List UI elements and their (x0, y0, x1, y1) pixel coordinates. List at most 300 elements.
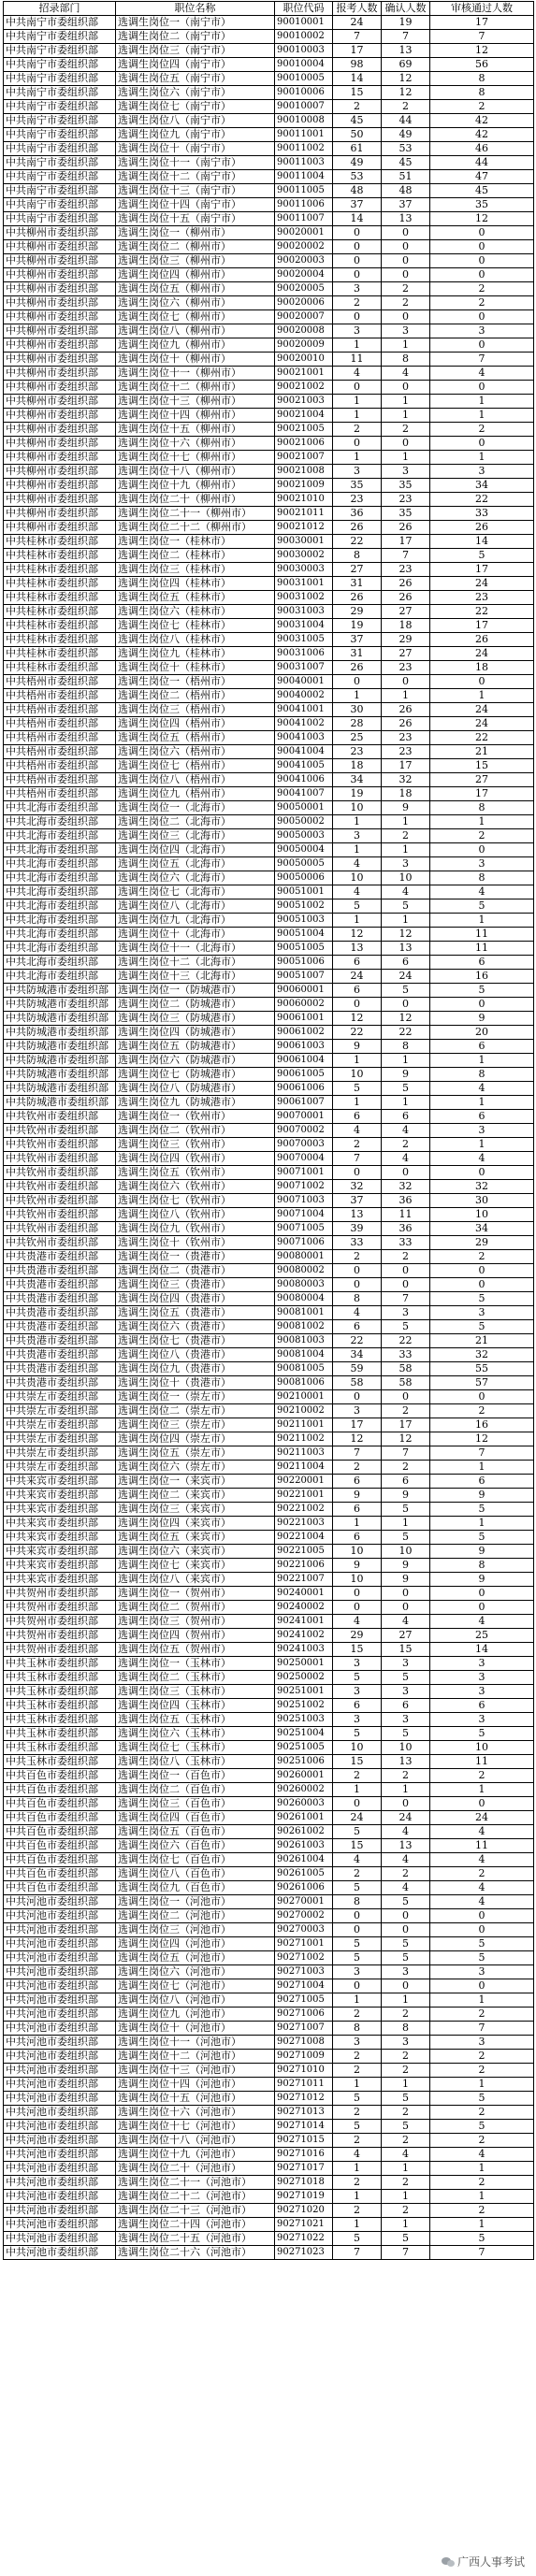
cell-approved: 1 (430, 409, 534, 423)
table-row (4, 493, 534, 507)
cell-approved: 20 (430, 1026, 534, 1040)
cell-position-name: 选调生岗位六（钦州市） (116, 1180, 275, 1194)
cell-department: 中共河池市委组织部 (4, 1993, 116, 2008)
cell-applicants: 14 (333, 72, 382, 86)
cell-position-code: 90260001 (275, 1769, 333, 1783)
cell-position-name: 选调生岗位五（桂林市） (116, 591, 275, 605)
cell-confirmed: 9 (382, 1573, 430, 1587)
cell-position-name: 选调生岗位三（河池市） (116, 1923, 275, 1937)
watermark-text: 广西人事考试 (456, 2555, 525, 2569)
cell-confirmed: 5 (382, 1320, 430, 1334)
table-row (4, 1909, 534, 1923)
cell-department: 中共来宾市委组织部 (4, 1475, 116, 1489)
table-row (4, 156, 534, 170)
cell-applicants: 0 (333, 437, 382, 451)
table-row (4, 1068, 534, 1082)
cell-position-code: 90051004 (275, 928, 333, 942)
cell-approved: 0 (430, 675, 534, 689)
cell-confirmed: 58 (382, 1362, 430, 1376)
cell-position-name: 选调生岗位六（玉林市） (116, 1727, 275, 1741)
cell-position-code: 90020003 (275, 254, 333, 268)
cell-department: 中共百色市委组织部 (4, 1825, 116, 1839)
cell-position-code: 90241001 (275, 1615, 333, 1629)
cell-confirmed: 12 (382, 928, 430, 942)
cell-department: 中共桂林市委组织部 (4, 647, 116, 661)
cell-confirmed: 36 (382, 1222, 430, 1236)
cell-confirmed: 2 (382, 2204, 430, 2218)
table-row (4, 30, 534, 44)
table-row (4, 1404, 534, 1418)
cell-department: 中共北海市委组织部 (4, 885, 116, 899)
cell-confirmed: 23 (382, 745, 430, 759)
cell-department: 中共贺州市委组织部 (4, 1587, 116, 1601)
cell-department: 中共贵港市委组织部 (4, 1264, 116, 1278)
cell-position-name: 选调生岗位八（钦州市） (116, 1208, 275, 1222)
cell-department: 中共防城港市委组织部 (4, 1096, 116, 1110)
cell-confirmed: 0 (382, 1909, 430, 1923)
cell-position-name: 选调生岗位四（钦州市） (116, 1152, 275, 1166)
cell-applicants: 7 (333, 30, 382, 44)
cell-position-code: 90071002 (275, 1180, 333, 1194)
cell-applicants: 1 (333, 395, 382, 409)
cell-approved: 5 (430, 984, 534, 998)
cell-position-code: 90050003 (275, 829, 333, 843)
cell-position-code: 90271019 (275, 2190, 333, 2204)
cell-confirmed: 26 (382, 717, 430, 731)
cell-position-name: 选调生岗位十五（南宁市） (116, 212, 275, 226)
cell-position-name: 选调生岗位六（来宾市） (116, 1545, 275, 1559)
cell-approved: 44 (430, 156, 534, 170)
cell-approved: 7 (430, 353, 534, 367)
cell-position-name: 选调生岗位八（百色市） (116, 1867, 275, 1881)
table-row (4, 2148, 534, 2162)
cell-position-code: 90221001 (275, 1489, 333, 1503)
cell-position-code: 90071006 (275, 1236, 333, 1250)
cell-position-code: 90021012 (275, 521, 333, 535)
cell-applicants: 3 (333, 282, 382, 296)
cell-applicants: 4 (333, 367, 382, 381)
table-row (4, 310, 534, 324)
cell-approved: 47 (430, 170, 534, 184)
cell-department: 中共河池市委组织部 (4, 1979, 116, 1993)
cell-applicants: 34 (333, 773, 382, 787)
table-row (4, 507, 534, 521)
cell-position-name: 选调生岗位二十五（河池市） (116, 2232, 275, 2246)
cell-approved: 24 (430, 703, 534, 717)
cell-applicants: 0 (333, 998, 382, 1012)
cell-position-name: 选调生岗位十六（河池市） (116, 2106, 275, 2120)
cell-approved: 0 (430, 843, 534, 857)
cell-department: 中共玉林市委组织部 (4, 1727, 116, 1741)
cell-position-name: 选调生岗位七（南宁市） (116, 100, 275, 114)
table-row (4, 1432, 534, 1446)
cell-position-name: 选调生岗位三（钦州市） (116, 1138, 275, 1152)
cell-applicants: 0 (333, 1166, 382, 1180)
cell-position-name: 选调生岗位十五（柳州市） (116, 423, 275, 437)
cell-applicants: 5 (333, 2092, 382, 2106)
cell-position-code: 90251003 (275, 1713, 333, 1727)
cell-approved: 4 (430, 367, 534, 381)
cell-confirmed: 0 (382, 1797, 430, 1811)
cell-position-code: 90081006 (275, 1376, 333, 1390)
cell-position-name: 选调生岗位二十（河池市） (116, 2162, 275, 2176)
cell-approved: 4 (430, 1853, 534, 1867)
cell-applicants: 15 (333, 1755, 382, 1769)
cell-approved: 0 (430, 268, 534, 282)
cell-confirmed: 0 (382, 437, 430, 451)
cell-confirmed: 2 (382, 2064, 430, 2078)
cell-approved: 7 (430, 2246, 534, 2260)
cell-position-name: 选调生岗位二（钦州市） (116, 1124, 275, 1138)
cell-department: 中共贵港市委组织部 (4, 1376, 116, 1390)
cell-applicants: 22 (333, 535, 382, 549)
cell-position-name: 选调生岗位八（柳州市） (116, 324, 275, 338)
table-row (4, 1727, 534, 1741)
cell-applicants: 37 (333, 198, 382, 212)
table-row (4, 1026, 534, 1040)
cell-position-code: 90041006 (275, 773, 333, 787)
cell-confirmed: 0 (382, 310, 430, 324)
table-row (4, 1110, 534, 1124)
table-body (4, 16, 534, 2260)
cell-position-name: 选调生岗位一（崇左市） (116, 1390, 275, 1404)
cell-position-name: 选调生岗位二（贺州市） (116, 1601, 275, 1615)
cell-confirmed: 2 (382, 282, 430, 296)
cell-confirmed: 7 (382, 1446, 430, 1461)
cell-position-code: 90020010 (275, 353, 333, 367)
cell-position-name: 选调生岗位一（贵港市） (116, 1250, 275, 1264)
table-row (4, 1096, 534, 1110)
cell-position-name: 选调生岗位六（百色市） (116, 1839, 275, 1853)
cell-department: 中共桂林市委组织部 (4, 563, 116, 577)
cell-department: 中共河池市委组织部 (4, 2022, 116, 2036)
cell-position-code: 90081003 (275, 1334, 333, 1348)
cell-confirmed: 3 (382, 324, 430, 338)
cell-approved: 14 (430, 535, 534, 549)
cell-department: 中共梧州市委组织部 (4, 689, 116, 703)
cell-department: 中共南宁市委组织部 (4, 86, 116, 100)
cell-department: 中共崇左市委组织部 (4, 1418, 116, 1432)
cell-applicants: 8 (333, 1895, 382, 1909)
cell-approved: 8 (430, 801, 534, 815)
cell-applicants: 22 (333, 1026, 382, 1040)
cell-position-code: 90250001 (275, 1657, 333, 1671)
cell-position-code: 90261006 (275, 1881, 333, 1895)
cell-position-code: 90041007 (275, 787, 333, 801)
cell-position-name: 选调生岗位八（北海市） (116, 899, 275, 914)
table-row (4, 44, 534, 58)
cell-department: 中共河池市委组织部 (4, 1895, 116, 1909)
cell-department: 中共北海市委组织部 (4, 829, 116, 843)
cell-applicants: 9 (333, 1489, 382, 1503)
table-row (4, 521, 534, 535)
cell-approved: 32 (430, 1348, 534, 1362)
cell-department: 中共玉林市委组织部 (4, 1685, 116, 1699)
cell-position-name: 选调生岗位六（崇左市） (116, 1461, 275, 1475)
cell-approved: 32 (430, 1180, 534, 1194)
cell-approved: 9 (430, 1573, 534, 1587)
table-row (4, 100, 534, 114)
cell-department: 中共柳州市委组织部 (4, 437, 116, 451)
cell-department: 中共贵港市委组织部 (4, 1334, 116, 1348)
cell-approved: 27 (430, 773, 534, 787)
cell-applicants: 7 (333, 1152, 382, 1166)
cell-applicants: 0 (333, 1923, 382, 1937)
cell-position-code: 90061004 (275, 1054, 333, 1068)
cell-confirmed: 1 (382, 338, 430, 353)
cell-position-code: 90271013 (275, 2106, 333, 2120)
cell-department: 中共崇左市委组织部 (4, 1390, 116, 1404)
cell-department: 中共柳州市委组织部 (4, 310, 116, 324)
cell-department: 中共河池市委组织部 (4, 1937, 116, 1951)
cell-position-name: 选调生岗位三（防城港市） (116, 1012, 275, 1026)
cell-confirmed: 4 (382, 1881, 430, 1895)
cell-department: 中共北海市委组织部 (4, 843, 116, 857)
cell-confirmed: 2 (382, 829, 430, 843)
cell-position-code: 90071004 (275, 1208, 333, 1222)
cell-applicants: 6 (333, 1320, 382, 1334)
cell-approved: 2 (430, 100, 534, 114)
cell-department: 中共河池市委组织部 (4, 1909, 116, 1923)
table-row (4, 1531, 534, 1545)
cell-approved: 6 (430, 956, 534, 970)
cell-position-code: 90271011 (275, 2078, 333, 2092)
table-row (4, 184, 534, 198)
cell-position-name: 选调生岗位四（来宾市） (116, 1517, 275, 1531)
cell-approved: 11 (430, 928, 534, 942)
cell-approved: 10 (430, 1208, 534, 1222)
table-row (4, 1334, 534, 1348)
cell-position-name: 选调生岗位五（贵港市） (116, 1306, 275, 1320)
cell-applicants: 6 (333, 984, 382, 998)
cell-applicants: 2 (333, 100, 382, 114)
cell-applicants: 53 (333, 170, 382, 184)
cell-approved: 22 (430, 493, 534, 507)
cell-approved: 11 (430, 1839, 534, 1853)
cell-applicants: 23 (333, 745, 382, 759)
table-row (4, 745, 534, 759)
cell-department: 中共崇左市委组织部 (4, 1404, 116, 1418)
cell-position-name: 选调生岗位一（防城港市） (116, 984, 275, 998)
table-row (4, 1965, 534, 1979)
cell-approved: 0 (430, 381, 534, 395)
cell-department: 中共柳州市委组织部 (4, 381, 116, 395)
cell-approved: 0 (430, 1587, 534, 1601)
cell-approved: 34 (430, 479, 534, 493)
cell-position-name: 选调生岗位二（河池市） (116, 1909, 275, 1923)
table-row (4, 1362, 534, 1376)
table-row (4, 296, 534, 310)
cell-department: 中共河池市委组织部 (4, 2092, 116, 2106)
cell-position-name: 选调生岗位六（河池市） (116, 1965, 275, 1979)
cell-position-code: 90271023 (275, 2246, 333, 2260)
table-row (4, 970, 534, 984)
cell-position-name: 选调生岗位十（北海市） (116, 928, 275, 942)
cell-applicants: 6 (333, 1503, 382, 1517)
cell-department: 中共南宁市委组织部 (4, 170, 116, 184)
table-row (4, 1895, 534, 1909)
cell-approved: 8 (430, 72, 534, 86)
cell-approved: 3 (430, 324, 534, 338)
cell-applicants: 2 (333, 1867, 382, 1881)
cell-position-code: 90261001 (275, 1811, 333, 1825)
cell-position-name: 选调生岗位三（北海市） (116, 829, 275, 843)
cell-department: 中共河池市委组织部 (4, 2232, 116, 2246)
cell-confirmed: 35 (382, 479, 430, 493)
cell-applicants: 2 (333, 2204, 382, 2218)
cell-department: 中共桂林市委组织部 (4, 577, 116, 591)
cell-department: 中共防城港市委组织部 (4, 1026, 116, 1040)
table-row (4, 240, 534, 254)
cell-applicants: 30 (333, 703, 382, 717)
cell-department: 中共百色市委组织部 (4, 1783, 116, 1797)
cell-confirmed: 8 (382, 1040, 430, 1054)
table-row (4, 619, 534, 633)
cell-department: 中共桂林市委组织部 (4, 549, 116, 563)
cell-confirmed: 1 (382, 2190, 430, 2204)
cell-position-name: 选调生岗位九（梧州市） (116, 787, 275, 801)
cell-confirmed: 48 (382, 184, 430, 198)
cell-approved: 4 (430, 1825, 534, 1839)
cell-position-code: 90260003 (275, 1797, 333, 1811)
header-row (4, 2, 534, 16)
table-row (4, 1923, 534, 1937)
cell-confirmed: 10 (382, 1545, 430, 1559)
table-row (4, 1194, 534, 1208)
cell-applicants: 15 (333, 1643, 382, 1657)
cell-position-code: 90271015 (275, 2134, 333, 2148)
cell-confirmed: 3 (382, 2036, 430, 2050)
cell-department: 中共桂林市委组织部 (4, 619, 116, 633)
table-row (4, 1475, 534, 1489)
cell-confirmed: 33 (382, 1348, 430, 1362)
cell-approved: 2 (430, 2064, 534, 2078)
table-row (4, 1236, 534, 1250)
cell-confirmed: 23 (382, 493, 430, 507)
cell-position-name: 选调生岗位二十四（河池市） (116, 2218, 275, 2232)
cell-applicants: 5 (333, 1951, 382, 1965)
cell-position-name: 选调生岗位一（百色市） (116, 1769, 275, 1783)
cell-position-code: 90271009 (275, 2050, 333, 2064)
cell-approved: 16 (430, 970, 534, 984)
table-row (4, 885, 534, 899)
cell-position-name: 选调生岗位十（柳州市） (116, 353, 275, 367)
cell-applicants: 6 (333, 1531, 382, 1545)
cell-approved: 1 (430, 689, 534, 703)
table-row (4, 1054, 534, 1068)
cell-position-code: 90041004 (275, 745, 333, 759)
cell-applicants: 2 (333, 2008, 382, 2022)
cell-position-name: 选调生岗位二（柳州市） (116, 240, 275, 254)
table-row (4, 1208, 534, 1222)
cell-confirmed: 1 (382, 1993, 430, 2008)
cell-confirmed: 0 (382, 1390, 430, 1404)
cell-position-code: 90021003 (275, 395, 333, 409)
table-row (4, 703, 534, 717)
cell-position-name: 选调生岗位六（北海市） (116, 871, 275, 885)
table-row (4, 535, 534, 549)
cell-confirmed: 0 (382, 381, 430, 395)
cell-department: 中共梧州市委组织部 (4, 773, 116, 787)
cell-approved: 8 (430, 86, 534, 100)
cell-position-name: 选调生岗位一（北海市） (116, 801, 275, 815)
cell-position-code: 90010001 (275, 16, 333, 30)
table-row (4, 2064, 534, 2078)
cell-approved: 5 (430, 1937, 534, 1951)
cell-applicants: 10 (333, 1545, 382, 1559)
cell-approved: 5 (430, 1951, 534, 1965)
table-row (4, 1264, 534, 1278)
cell-applicants: 3 (333, 2036, 382, 2050)
table-row (4, 2204, 534, 2218)
cell-approved: 0 (430, 1278, 534, 1292)
cell-confirmed: 1 (382, 1783, 430, 1797)
cell-position-code: 90050006 (275, 871, 333, 885)
cell-position-name: 选调生岗位二（梧州市） (116, 689, 275, 703)
cell-position-code: 90041005 (275, 759, 333, 773)
cell-position-code: 90081005 (275, 1362, 333, 1376)
cell-department: 中共来宾市委组织部 (4, 1489, 116, 1503)
cell-position-code: 90081002 (275, 1320, 333, 1334)
cell-approved: 2 (430, 2008, 534, 2022)
cell-position-code: 90251001 (275, 1685, 333, 1699)
cell-position-name: 选调生岗位四（防城港市） (116, 1026, 275, 1040)
cell-department: 中共南宁市委组织部 (4, 184, 116, 198)
cell-position-name: 选调生岗位七（北海市） (116, 885, 275, 899)
cell-confirmed: 5 (382, 984, 430, 998)
cell-department: 中共桂林市委组织部 (4, 591, 116, 605)
cell-approved: 1 (430, 914, 534, 928)
cell-applicants: 58 (333, 1376, 382, 1390)
cell-department: 中共河池市委组织部 (4, 2204, 116, 2218)
cell-position-name: 选调生岗位十一（北海市） (116, 942, 275, 956)
cell-position-code: 90020006 (275, 296, 333, 310)
cell-position-name: 选调生岗位四（柳州市） (116, 268, 275, 282)
table-row (4, 451, 534, 465)
cell-approved: 26 (430, 633, 534, 647)
cell-approved: 0 (430, 437, 534, 451)
cell-confirmed: 3 (382, 1685, 430, 1699)
cell-position-code: 90021009 (275, 479, 333, 493)
cell-applicants: 3 (333, 829, 382, 843)
table-row (4, 142, 534, 156)
cell-applicants: 2 (333, 2064, 382, 2078)
table-row (4, 170, 534, 184)
cell-approved: 35 (430, 198, 534, 212)
cell-position-code: 90270002 (275, 1909, 333, 1923)
cell-position-code: 90061001 (275, 1012, 333, 1026)
cell-department: 中共河池市委组织部 (4, 2148, 116, 2162)
table-row (4, 843, 534, 857)
cell-position-name: 选调生岗位十九（河池市） (116, 2148, 275, 2162)
cell-position-name: 选调生岗位五（玉林市） (116, 1713, 275, 1727)
cell-position-code: 90261003 (275, 1839, 333, 1853)
cell-confirmed: 1 (382, 689, 430, 703)
cell-confirmed: 0 (382, 1264, 430, 1278)
cell-approved: 0 (430, 1923, 534, 1937)
cell-approved: 14 (430, 1643, 534, 1657)
cell-department: 中共玉林市委组织部 (4, 1755, 116, 1769)
cell-approved: 5 (430, 1292, 534, 1306)
cell-position-name: 选调生岗位五（防城港市） (116, 1040, 275, 1054)
table-row (4, 254, 534, 268)
cell-applicants: 0 (333, 1587, 382, 1601)
cell-position-name: 选调生岗位八（桂林市） (116, 633, 275, 647)
cell-position-code: 90071005 (275, 1222, 333, 1236)
cell-position-name: 选调生岗位十八（柳州市） (116, 465, 275, 479)
cell-position-code: 90070002 (275, 1124, 333, 1138)
cell-confirmed: 1 (382, 2078, 430, 2092)
